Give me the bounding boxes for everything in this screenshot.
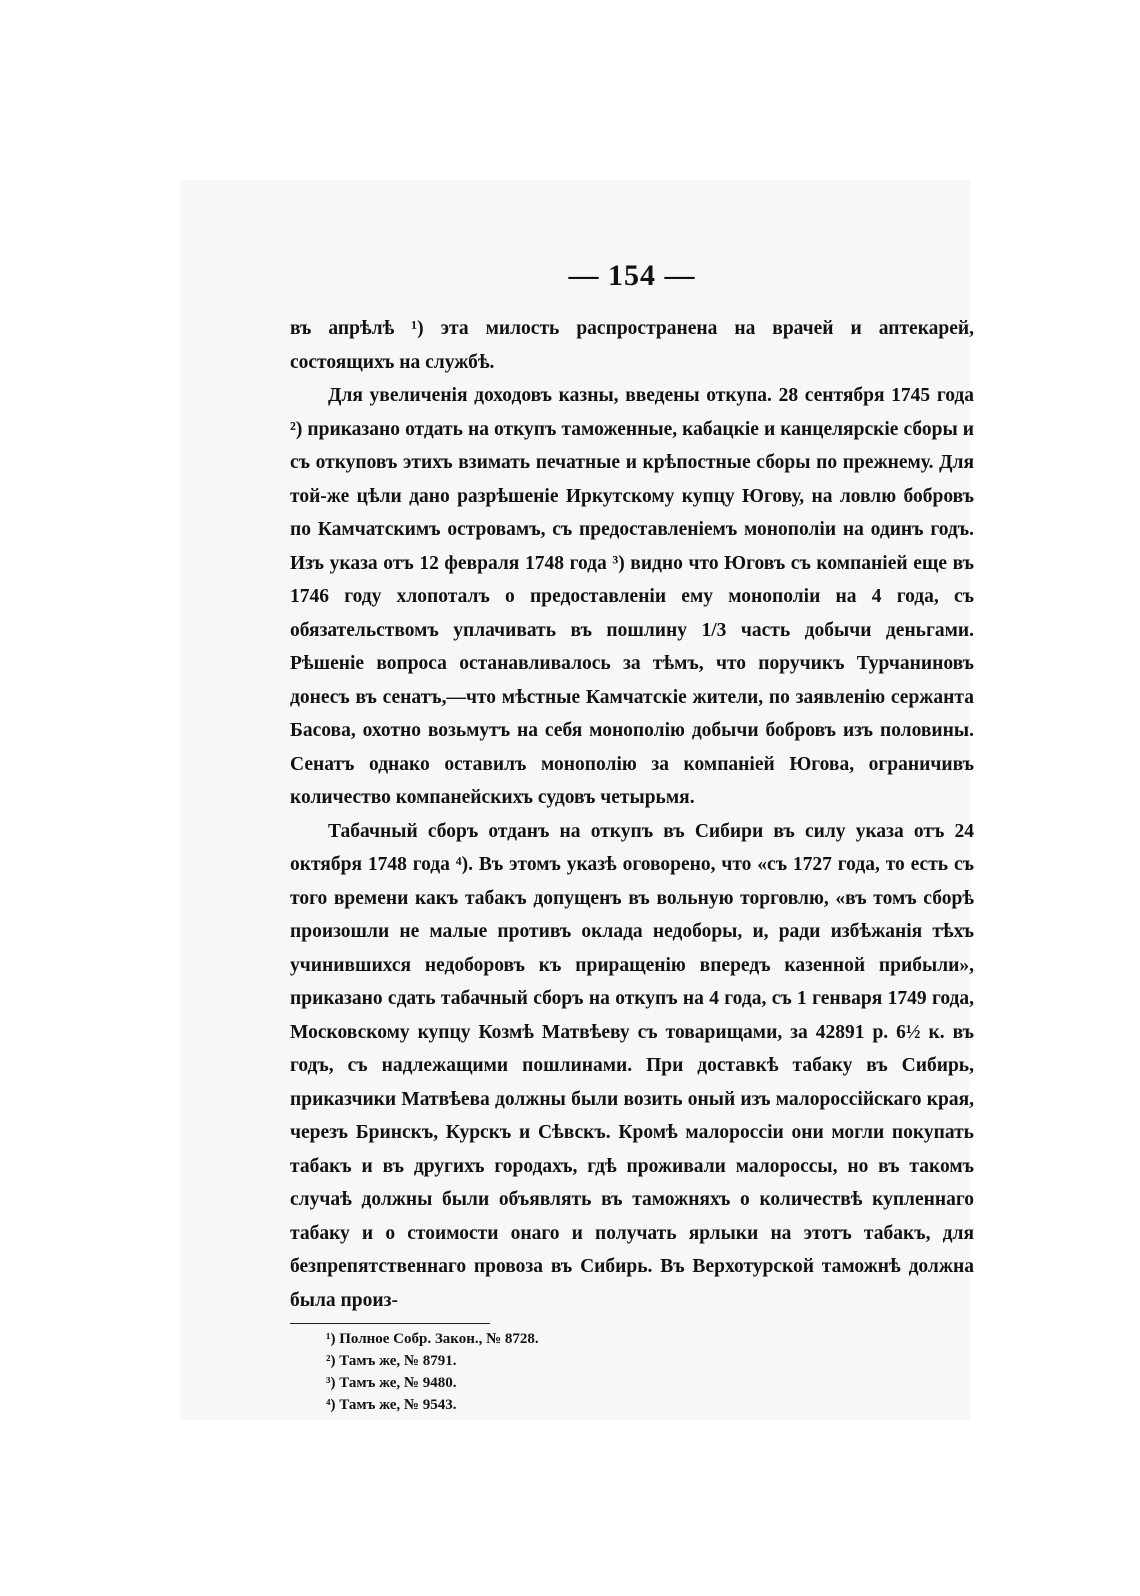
paragraph-continuation: въ апрѣлѣ ¹) эта милость распространена на врачей и аптекарей, состоящихъ на службѣ. [290,318,974,373]
footnote-1: ¹) Полное Собр. Закон., № 8728. [326,1331,539,1347]
footnote-4: ⁴) Тамъ же, № 9543. [326,1397,457,1413]
footnotes [290,1328,974,1416]
page-number: — 154 — [568,259,696,292]
footnote-3: ³) Тамъ же, № 9480. [326,1375,457,1391]
footnote-2: ²) Тамъ же, № 8791. [326,1353,457,1369]
paragraph-tobacco: Табачный сборъ отданъ на откупъ въ Сибири въ силу указа отъ 24 октября 1748 года ⁴). Въ этомъ указѣ оговорено, что «съ 1727 года, то есть съ того времени какъ табакъ допущенъ въ вольную торговлю, «въ томъ сборѣ произошли не малые противъ оклада недоборы, и, ради избѣжанія тѣхъ учинившихся недоборовъ къ приращенію впередъ казенной прибыли», приказано сдать табачный сборъ на откупъ на 4 года, съ 1 генваря 1749 года, Московскому купцу Козмѣ Матвѣеву съ товарищами, за 42891 р. 6½ к. въ годъ, съ надлежащими пошлинами. При доставкѣ табаку въ Сибирь, приказчики Матвѣева должны были возить оный изъ малороссійскаго края, черезъ Бринскъ, Курскъ и Сѣвскъ. Кромѣ малороссіи они могли покупать табакъ и въ другихъ городахъ, гдѣ проживали малороссы, но въ такомъ случаѣ должны были объявлять въ таможняхъ о количествѣ купленнаго табаку и о стоимости онаго и получать ярлыки на этотъ табакъ, для безпрепятственнаго провоза въ Сибирь. Въ Верхотурской таможнѣ должна была произ- [290,820,974,1311]
footnote-rule [290,1323,490,1324]
text-column [290,258,974,1416]
body-text [290,312,974,1317]
paragraph-revenue: Для увеличенія доходовъ казны, введены откупа. 28 сентября 1745 года ²) приказано отдать на откупъ таможенные, кабацкіе и канцелярскіе сборы и съ откуповъ этихъ взимать печатные и крѣпостные сборы по прежнему. Для той-же цѣли дано разрѣшеніе Иркутскому купцу Югову, на ловлю бобровъ по Камчатскимъ островамъ, съ предоставленіемъ монополіи на одинъ годъ. Изъ указа отъ 12 февраля 1748 года ³) видно что Юговъ съ компаніей еще въ 1746 году хлопоталъ о предоставленіи ему монополіи на 4 года, съ обязательствомъ уплачивать въ пошлину 1/3 часть добычи деньгами. Рѣшеніе вопроса останавливалось за тѣмъ, что поручикъ Турчаниновъ донесъ въ сенатъ,—что мѣстные Камчатскіе жители, по заявленію сержанта Басова, охотно возьмутъ на себя монополію добычи бобровъ изъ половины. Сенатъ однако оставилъ монополію за компаніей Югова, ограничивъ количество компанейскихъ судовъ четырьмя. [290,385,974,808]
